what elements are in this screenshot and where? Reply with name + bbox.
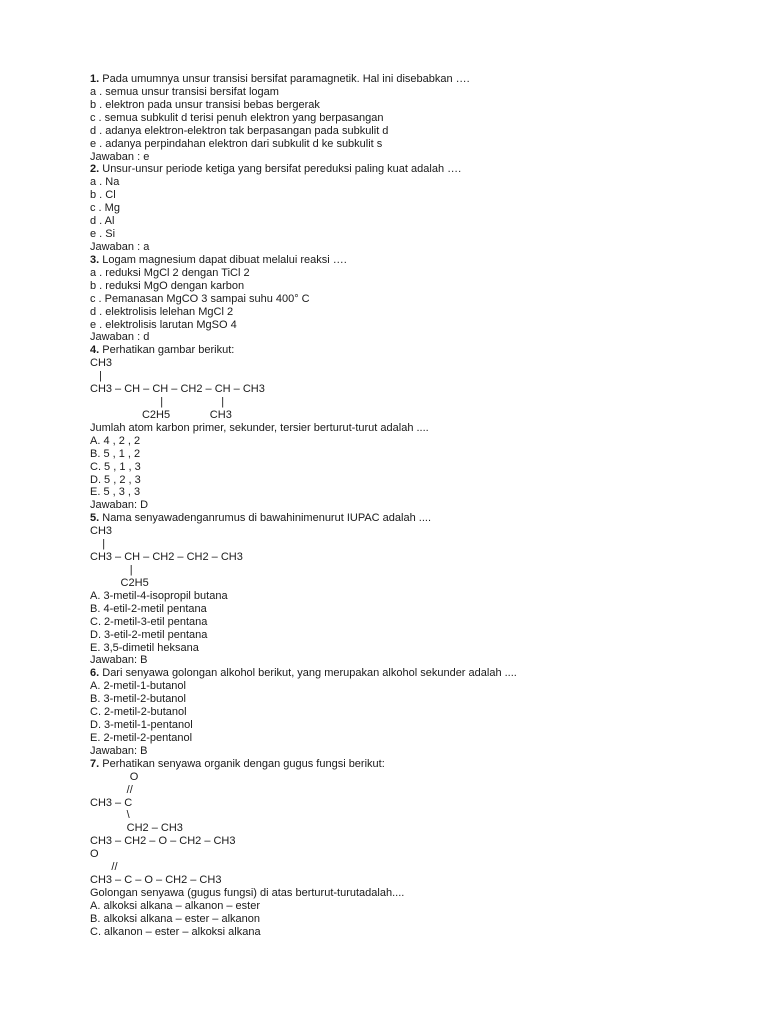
question-number: 3. [90,253,100,266]
text-line [90,241,149,254]
text-line [90,396,224,409]
text-line [90,784,133,797]
line-text: D. 3-metil-1-pentanol [90,719,193,731]
text-line [90,616,207,629]
line-text: e . adanya perpindahan elektron dari subkulit d ke subkulit s [90,137,383,150]
line-text: a . reduksi MgCl 2 dengan TiCl 2 [90,266,250,279]
line-text: e . Si [90,228,116,240]
line-text: A. 3-metil-4-isopropil butana [90,589,228,602]
text-line [90,435,140,448]
line-text: | [90,564,133,576]
text-line [90,383,265,396]
line-text: O [90,770,139,783]
text-line [90,874,221,887]
text-line [90,112,384,125]
text-line [90,603,207,616]
question-line [90,73,470,86]
line-text: a . Na [90,176,120,189]
text-line [90,280,244,293]
line-text: CH3 [90,525,113,538]
text-line [90,642,199,655]
line-text: d . elektrolisis lelehan MgCl 2 [90,305,234,318]
line-text: B. 4-etil-2-metil pentana [90,602,207,615]
line-text: Jawaban : d [90,331,150,344]
question-line [90,344,234,357]
question-line [90,758,385,771]
line-text: CH3 – CH2 – O – CH2 – CH3 [90,835,236,848]
line-text: D. 3-etil-2-metil pentana [90,628,208,641]
question-line [90,163,461,176]
text-line [90,228,115,241]
line-text: Golongan senyawa (gugus fungsi) di atas berturut-turutadalah.... [90,887,405,899]
line-text: O [90,848,99,861]
question-number: 7. [90,757,100,770]
line-text: Logam magnesium dapat dibuat melalui reaksi …. [99,253,347,266]
question-number: 4. [90,344,100,357]
line-text: c . Pemanasan MgCO 3 sampai suhu 400° C [90,292,310,305]
text-line [90,486,140,499]
line-text: C. alkanon – ester – alkoksi alkana [90,925,261,938]
line-text: CH3 – C – O – CH2 – CH3 [90,874,222,886]
text-line [90,900,260,913]
text-line [90,306,233,319]
text-line [90,887,404,900]
question-number: 5. [90,512,100,525]
line-text: B. 3-metil-2-butanol [90,693,186,706]
text-line [90,822,183,835]
text-line [90,176,119,189]
text-line [90,654,147,667]
line-text: CH3 [90,357,113,370]
line-text: | [90,538,106,551]
text-line [90,848,99,861]
question-number: 1. [90,73,100,85]
text-line [90,809,130,822]
line-text: Perhatikan senyawa organik dengan gugus fungsi berikut: [99,757,385,770]
line-text: Jawaban: B [90,654,148,667]
text-line [90,370,102,383]
line-text: Unsur-unsur periode ketiga yang bersifat pereduksi paling kuat adalah …. [99,163,462,176]
text-line [90,525,112,538]
line-text: // [90,861,118,874]
line-text: D. 5 , 2 , 3 [90,473,141,486]
text-line [90,215,114,228]
text-line [90,499,148,512]
question-line [90,254,347,267]
text-line [90,474,141,487]
line-text: | [90,370,103,383]
text-line [90,771,138,784]
line-text: E. 5 , 3 , 3 [90,486,141,499]
text-line [90,448,140,461]
line-text: c . semua subkulit d terisi penuh elektron yang berpasangan [90,111,384,124]
text-line [90,293,310,306]
text-line [90,319,237,332]
text-line [90,138,382,151]
text-line [90,461,141,474]
text-line [90,422,429,435]
text-line [90,331,149,344]
text-line [90,861,118,874]
line-text: Dari senyawa golongan alkohol berikut, yang merupakan alkohol sekunder adalah .... [99,667,517,680]
text-line [90,357,112,370]
line-text: C. 2-metil-3-etil pentana [90,615,208,628]
line-text: E. 3,5-dimetil heksana [90,641,199,654]
line-text: C. 5 , 1 , 3 [90,460,141,473]
text-line [90,151,149,164]
text-line [90,732,192,745]
line-text: C. 2-metil-2-butanol [90,706,187,719]
text-line [90,835,236,848]
line-text: Jawaban : a [90,241,150,253]
line-text: Nama senyawadenganrumus di bawahinimenurut IUPAC adalah .... [99,512,431,525]
line-text: B. 5 , 1 , 2 [90,447,141,460]
line-text: \ [90,809,130,822]
line-text: Jawaban: D [90,499,149,512]
line-text: C2H5 [90,576,149,589]
line-text: CH3 – CH – CH2 – CH2 – CH3 [90,551,243,563]
line-text: CH2 – CH3 [90,822,183,835]
question-number: 6. [90,667,100,680]
question-line [90,512,431,525]
line-text: C2H5 CH3 [90,408,232,421]
line-text: B. alkoksi alkana – ester – alkanon [90,912,260,925]
text-line [90,551,243,564]
text-line [90,577,149,590]
question-line [90,667,517,680]
line-text: c . Mg [90,202,120,215]
text-line [90,86,279,99]
line-text: d . Al [90,215,115,228]
text-line [90,913,260,926]
line-text: b . elektron pada unsur transisi bebas bergerak [90,98,320,111]
text-line [90,125,388,138]
line-text: CH3 – C [90,796,133,809]
line-text: b . reduksi MgO dengan karbon [90,279,245,292]
line-text: Jawaban: B [90,744,148,757]
line-text: | | [90,396,225,408]
line-text: Pada umumnya unsur transisi bersifat paramagnetik. Hal ini disebabkan …. [99,73,470,85]
line-text: b . Cl [90,189,116,202]
line-text: Jumlah atom karbon primer, sekunder, tersier berturut-turut adalah .... [90,421,429,434]
line-text: a . semua unsur transisi bersifat logam [90,85,279,98]
text-line [90,409,232,422]
text-line [90,538,105,551]
line-text: d . adanya elektron-elektron tak berpasangan pada subkulit d [90,124,389,137]
text-line [90,189,116,202]
question-number: 2. [90,163,100,176]
line-text: A. alkoksi alkana – alkanon – ester [90,899,260,912]
line-text: A. 4 , 2 , 2 [90,434,141,447]
text-line [90,797,132,810]
line-text: A. 2-metil-1-butanol [90,680,186,693]
text-line [90,590,228,603]
line-text: Perhatikan gambar berikut: [99,344,235,357]
text-line [90,745,147,758]
text-line [90,99,320,112]
text-line [90,706,187,719]
line-text: E. 2-metil-2-pentanol [90,731,193,744]
line-text: e . elektrolisis larutan MgSO 4 [90,318,237,331]
text-line [90,926,261,939]
text-line [90,693,186,706]
text-line [90,629,207,642]
text-line [90,267,250,280]
line-text: CH3 – CH – CH – CH2 – CH – CH3 [90,383,265,396]
line-text: // [90,783,133,796]
text-line [90,202,120,215]
text-line [90,719,193,732]
line-text: Jawaban : e [90,150,150,163]
text-line [90,564,133,577]
text-line [90,680,186,693]
